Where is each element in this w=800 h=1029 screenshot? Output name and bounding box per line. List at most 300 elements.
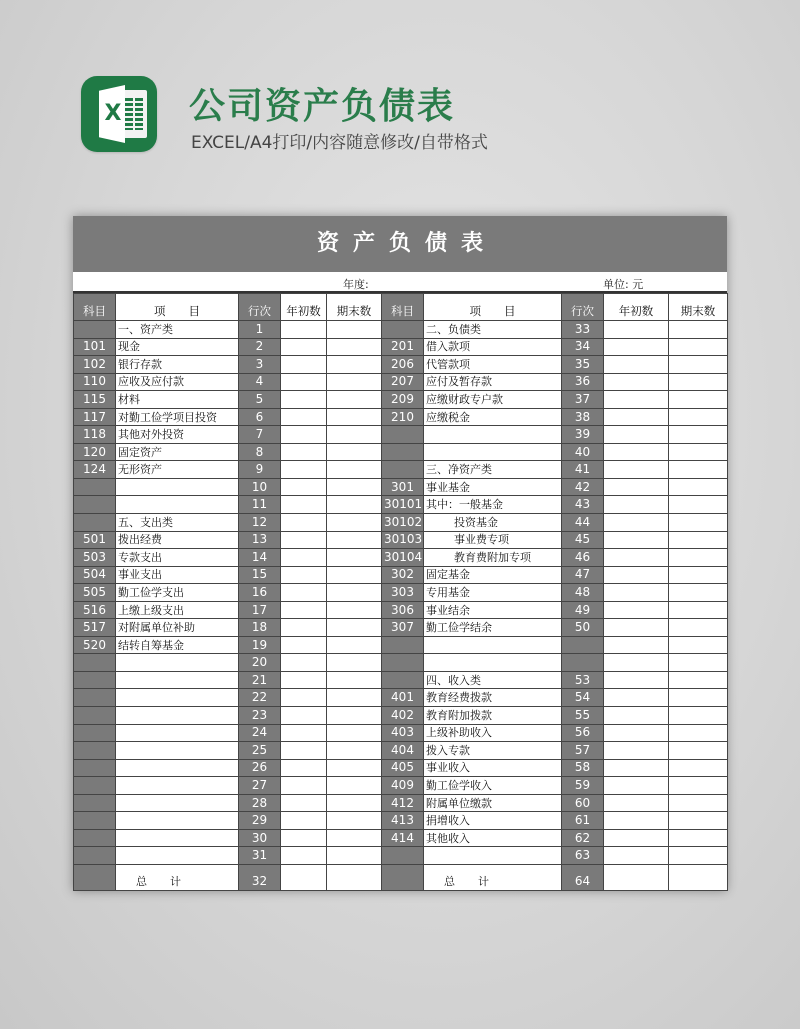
opening-balance-cell[interactable] (604, 531, 669, 549)
account-code (382, 636, 424, 654)
item-name[interactable]: 五、支出类 (116, 514, 239, 532)
closing-balance-cell[interactable] (669, 566, 728, 584)
item-name[interactable] (424, 847, 562, 865)
opening-balance-cell[interactable] (281, 443, 327, 461)
closing-balance-cell[interactable] (327, 426, 382, 444)
item-name[interactable] (116, 689, 239, 707)
item-name[interactable]: 固定基金 (424, 566, 562, 584)
opening-balance-cell[interactable] (604, 724, 669, 742)
opening-balance-cell[interactable] (604, 584, 669, 602)
opening-balance-cell[interactable] (281, 426, 327, 444)
opening-balance-cell[interactable] (604, 636, 669, 654)
row-number: 49 (562, 601, 604, 619)
row-number: 57 (562, 742, 604, 760)
row-number: 16 (239, 584, 281, 602)
opening-balance-cell[interactable] (281, 619, 327, 637)
opening-balance-cell[interactable] (604, 689, 669, 707)
account-code: 101 (74, 338, 116, 356)
closing-balance-cell[interactable] (669, 654, 728, 672)
item-name[interactable]: 事业收入 (424, 759, 562, 777)
opening-balance-cell[interactable] (281, 531, 327, 549)
item-name[interactable]: 二、负债类 (424, 321, 562, 339)
opening-balance-cell[interactable] (604, 812, 669, 830)
closing-balance-cell[interactable] (327, 373, 382, 391)
item-name[interactable]: 事业结余 (424, 601, 562, 619)
account-code (382, 847, 424, 865)
closing-balance-cell[interactable] (327, 829, 382, 847)
opening-balance-cell[interactable] (604, 549, 669, 567)
opening-balance-cell[interactable] (281, 759, 327, 777)
opening-total-cell[interactable] (604, 864, 669, 890)
closing-balance-cell[interactable] (669, 689, 728, 707)
item-name[interactable]: 其他对外投资 (116, 426, 239, 444)
item-name[interactable]: 教育费附加专项 (424, 549, 562, 567)
row-number: 25 (239, 742, 281, 760)
opening-balance-cell[interactable] (281, 408, 327, 426)
row-number: 6 (239, 408, 281, 426)
closing-balance-cell[interactable] (327, 671, 382, 689)
account-code: 30102 (382, 514, 424, 532)
closing-balance-cell[interactable] (327, 759, 382, 777)
account-code: 201 (382, 338, 424, 356)
opening-balance-cell[interactable] (281, 321, 327, 339)
closing-total-cell[interactable] (327, 864, 382, 890)
page-subtitle: EXCEL/A4打印/内容随意修改/自带格式 (191, 133, 488, 153)
opening-balance-cell[interactable] (604, 619, 669, 637)
account-code (74, 514, 116, 532)
item-name[interactable] (116, 654, 239, 672)
closing-balance-cell[interactable] (669, 443, 728, 461)
closing-balance-cell[interactable] (669, 549, 728, 567)
opening-balance-cell[interactable] (281, 671, 327, 689)
total-row (74, 864, 728, 890)
table-row (74, 496, 728, 514)
closing-balance-cell[interactable] (669, 759, 728, 777)
closing-balance-cell[interactable] (327, 707, 382, 725)
item-name[interactable]: 固定资产 (116, 443, 239, 461)
row-number: 21 (239, 671, 281, 689)
opening-balance-cell[interactable] (604, 408, 669, 426)
row-number: 61 (562, 812, 604, 830)
row-number (562, 654, 604, 672)
row-number: 64 (562, 864, 604, 890)
row-number: 40 (562, 443, 604, 461)
table-row (74, 584, 728, 602)
row-number: 37 (562, 391, 604, 409)
closing-balance-cell[interactable] (327, 601, 382, 619)
account-code (74, 671, 116, 689)
excel-x-letter: X (104, 101, 122, 126)
closing-balance-cell[interactable] (669, 356, 728, 374)
item-name[interactable]: 事业基金 (424, 478, 562, 496)
account-code: 504 (74, 566, 116, 584)
col-header-row-no: 行次 (239, 294, 281, 321)
item-name[interactable]: 一、资产类 (116, 321, 239, 339)
closing-balance-cell[interactable] (669, 584, 728, 602)
item-name[interactable] (116, 794, 239, 812)
opening-balance-cell[interactable] (281, 584, 327, 602)
account-code: 404 (382, 742, 424, 760)
row-number: 15 (239, 566, 281, 584)
opening-balance-cell[interactable] (604, 777, 669, 795)
closing-balance-cell[interactable] (669, 707, 728, 725)
table-row (74, 373, 728, 391)
row-number: 24 (239, 724, 281, 742)
row-number: 20 (239, 654, 281, 672)
account-code: 517 (74, 619, 116, 637)
col-header-code: 科目 (382, 294, 424, 321)
item-name[interactable] (116, 478, 239, 496)
col-header-closing: 期末数 (669, 294, 728, 321)
opening-balance-cell[interactable] (604, 321, 669, 339)
row-number: 34 (562, 338, 604, 356)
item-name[interactable] (116, 724, 239, 742)
closing-balance-cell[interactable] (669, 671, 728, 689)
item-name[interactable] (424, 654, 562, 672)
opening-balance-cell[interactable] (281, 356, 327, 374)
closing-balance-cell[interactable] (669, 601, 728, 619)
total-label: 总 计 (424, 864, 562, 890)
item-name[interactable]: 现金 (116, 338, 239, 356)
opening-balance-cell[interactable] (281, 707, 327, 725)
row-number: 1 (239, 321, 281, 339)
closing-balance-cell[interactable] (669, 514, 728, 532)
closing-balance-cell[interactable] (327, 391, 382, 409)
account-code: 501 (74, 531, 116, 549)
col-header-item: 项 目 (424, 294, 562, 321)
closing-balance-cell[interactable] (327, 777, 382, 795)
row-number: 22 (239, 689, 281, 707)
table-row (74, 426, 728, 444)
row-number: 35 (562, 356, 604, 374)
opening-balance-cell[interactable] (604, 566, 669, 584)
closing-balance-cell[interactable] (669, 461, 728, 479)
opening-balance-cell[interactable] (604, 356, 669, 374)
closing-balance-cell[interactable] (327, 724, 382, 742)
item-name[interactable]: 应缴税金 (424, 408, 562, 426)
item-name[interactable]: 专款支出 (116, 549, 239, 567)
col-header-code: 科目 (74, 294, 116, 321)
item-name[interactable] (424, 426, 562, 444)
row-number: 60 (562, 794, 604, 812)
item-name[interactable]: 材料 (116, 391, 239, 409)
item-name[interactable] (424, 636, 562, 654)
account-code (74, 847, 116, 865)
table-row (74, 356, 728, 374)
closing-balance-cell[interactable] (327, 338, 382, 356)
row-number: 42 (562, 478, 604, 496)
item-name[interactable]: 银行存款 (116, 356, 239, 374)
closing-total-cell[interactable] (669, 864, 728, 890)
row-number: 48 (562, 584, 604, 602)
closing-balance-cell[interactable] (669, 742, 728, 760)
opening-balance-cell[interactable] (281, 391, 327, 409)
item-name[interactable] (116, 742, 239, 760)
item-name[interactable]: 应缴财政专户款 (424, 391, 562, 409)
opening-balance-cell[interactable] (604, 426, 669, 444)
item-name[interactable] (116, 847, 239, 865)
row-number: 7 (239, 426, 281, 444)
opening-balance-cell[interactable] (281, 794, 327, 812)
item-name[interactable]: 代管款项 (424, 356, 562, 374)
account-code (382, 864, 424, 890)
opening-balance-cell[interactable] (604, 496, 669, 514)
closing-balance-cell[interactable] (327, 356, 382, 374)
closing-balance-cell[interactable] (327, 566, 382, 584)
item-name[interactable]: 对附属单位补助 (116, 619, 239, 637)
item-name[interactable]: 教育附加拨款 (424, 707, 562, 725)
account-code: 405 (382, 759, 424, 777)
opening-balance-cell[interactable] (604, 759, 669, 777)
closing-balance-cell[interactable] (327, 794, 382, 812)
account-code (74, 864, 116, 890)
closing-balance-cell[interactable] (327, 478, 382, 496)
row-number: 29 (239, 812, 281, 830)
item-name[interactable]: 四、收入类 (424, 671, 562, 689)
opening-balance-cell[interactable] (281, 373, 327, 391)
col-header-row-no: 行次 (562, 294, 604, 321)
closing-balance-cell[interactable] (327, 812, 382, 830)
item-name[interactable]: 勤工俭学支出 (116, 584, 239, 602)
row-number: 56 (562, 724, 604, 742)
item-name[interactable]: 专用基金 (424, 584, 562, 602)
row-number: 33 (562, 321, 604, 339)
table-row (74, 759, 728, 777)
item-name[interactable]: 勤工俭学结余 (424, 619, 562, 637)
item-name[interactable] (116, 829, 239, 847)
closing-balance-cell[interactable] (327, 847, 382, 865)
sheet-title: 资产负债表 (73, 216, 727, 272)
opening-balance-cell[interactable] (281, 601, 327, 619)
account-code: 412 (382, 794, 424, 812)
unit-label: 单位: 元 (603, 278, 644, 291)
item-name[interactable] (424, 443, 562, 461)
closing-balance-cell[interactable] (669, 426, 728, 444)
item-name[interactable]: 事业支出 (116, 566, 239, 584)
account-code: 516 (74, 601, 116, 619)
table-row (74, 742, 728, 760)
item-name[interactable] (116, 496, 239, 514)
opening-balance-cell[interactable] (604, 514, 669, 532)
account-code (382, 443, 424, 461)
opening-balance-cell[interactable] (281, 654, 327, 672)
opening-balance-cell[interactable] (604, 478, 669, 496)
account-code (382, 671, 424, 689)
opening-balance-cell[interactable] (604, 847, 669, 865)
item-name[interactable]: 事业费专项 (424, 531, 562, 549)
account-code: 124 (74, 461, 116, 479)
item-name[interactable]: 结转自筹基金 (116, 636, 239, 654)
item-name[interactable] (116, 812, 239, 830)
item-name[interactable]: 附属单位缴款 (424, 794, 562, 812)
item-name[interactable]: 捐增收入 (424, 812, 562, 830)
account-code: 401 (382, 689, 424, 707)
row-number: 32 (239, 864, 281, 890)
opening-balance-cell[interactable] (604, 443, 669, 461)
closing-balance-cell[interactable] (669, 847, 728, 865)
account-code: 117 (74, 408, 116, 426)
closing-balance-cell[interactable] (669, 391, 728, 409)
closing-balance-cell[interactable] (327, 321, 382, 339)
opening-balance-cell[interactable] (281, 461, 327, 479)
opening-balance-cell[interactable] (604, 601, 669, 619)
row-number: 28 (239, 794, 281, 812)
account-code: 402 (382, 707, 424, 725)
opening-balance-cell[interactable] (281, 847, 327, 865)
opening-total-cell[interactable] (281, 864, 327, 890)
account-code (74, 707, 116, 725)
row-number: 44 (562, 514, 604, 532)
account-code (74, 759, 116, 777)
closing-balance-cell[interactable] (327, 742, 382, 760)
table-row (74, 619, 728, 637)
col-header-closing: 期末数 (327, 294, 382, 321)
opening-balance-cell[interactable] (281, 742, 327, 760)
account-code: 30104 (382, 549, 424, 567)
item-name[interactable]: 上缴上级支出 (116, 601, 239, 619)
excel-icon (81, 76, 157, 152)
closing-balance-cell[interactable] (327, 584, 382, 602)
opening-balance-cell[interactable] (604, 707, 669, 725)
closing-balance-cell[interactable] (327, 689, 382, 707)
account-code (382, 426, 424, 444)
account-code (74, 742, 116, 760)
item-name[interactable]: 借入款项 (424, 338, 562, 356)
closing-balance-cell[interactable] (669, 338, 728, 356)
table-row (74, 391, 728, 409)
account-code: 303 (382, 584, 424, 602)
closing-balance-cell[interactable] (327, 443, 382, 461)
item-name[interactable]: 上级补助收入 (424, 724, 562, 742)
table-row (74, 531, 728, 549)
item-name[interactable]: 应付及暂存款 (424, 373, 562, 391)
item-name[interactable] (116, 707, 239, 725)
closing-balance-cell[interactable] (669, 636, 728, 654)
opening-balance-cell[interactable] (281, 338, 327, 356)
item-name[interactable]: 教育经费拨款 (424, 689, 562, 707)
opening-balance-cell[interactable] (604, 461, 669, 479)
opening-balance-cell[interactable] (604, 671, 669, 689)
opening-balance-cell[interactable] (281, 829, 327, 847)
opening-balance-cell[interactable] (281, 514, 327, 532)
item-name[interactable] (116, 759, 239, 777)
opening-balance-cell[interactable] (281, 566, 327, 584)
account-code: 413 (382, 812, 424, 830)
account-code: 505 (74, 584, 116, 602)
account-code: 307 (382, 619, 424, 637)
item-name[interactable]: 应收及应付款 (116, 373, 239, 391)
opening-balance-cell[interactable] (604, 391, 669, 409)
closing-balance-cell[interactable] (669, 531, 728, 549)
opening-balance-cell[interactable] (281, 496, 327, 514)
closing-balance-cell[interactable] (327, 636, 382, 654)
closing-balance-cell[interactable] (669, 777, 728, 795)
opening-balance-cell[interactable] (604, 654, 669, 672)
closing-balance-cell[interactable] (669, 794, 728, 812)
opening-balance-cell[interactable] (281, 549, 327, 567)
closing-balance-cell[interactable] (669, 496, 728, 514)
table-row (74, 777, 728, 795)
opening-balance-cell[interactable] (281, 777, 327, 795)
row-number: 14 (239, 549, 281, 567)
closing-balance-cell[interactable] (327, 619, 382, 637)
opening-balance-cell[interactable] (281, 724, 327, 742)
row-number: 53 (562, 671, 604, 689)
row-number: 55 (562, 707, 604, 725)
closing-balance-cell[interactable] (327, 408, 382, 426)
closing-balance-cell[interactable] (669, 724, 728, 742)
col-header-item: 项 目 (116, 294, 239, 321)
closing-balance-cell[interactable] (327, 549, 382, 567)
table-row (74, 338, 728, 356)
row-number: 54 (562, 689, 604, 707)
balance-table (73, 293, 728, 891)
item-name[interactable] (116, 777, 239, 795)
item-name[interactable]: 投资基金 (424, 514, 562, 532)
closing-balance-cell[interactable] (327, 531, 382, 549)
closing-balance-cell[interactable] (669, 478, 728, 496)
closing-balance-cell[interactable] (327, 461, 382, 479)
account-code: 520 (74, 636, 116, 654)
table-row (74, 829, 728, 847)
account-code: 306 (382, 601, 424, 619)
item-name[interactable]: 对勤工俭学项目投资 (116, 408, 239, 426)
item-name[interactable]: 无形资产 (116, 461, 239, 479)
account-code: 503 (74, 549, 116, 567)
item-name[interactable]: 其他收入 (424, 829, 562, 847)
row-number: 23 (239, 707, 281, 725)
item-name[interactable]: 勤工俭学收入 (424, 777, 562, 795)
opening-balance-cell[interactable] (604, 338, 669, 356)
opening-balance-cell[interactable] (281, 636, 327, 654)
closing-balance-cell[interactable] (327, 654, 382, 672)
opening-balance-cell[interactable] (281, 812, 327, 830)
closing-balance-cell[interactable] (327, 496, 382, 514)
row-number: 36 (562, 373, 604, 391)
opening-balance-cell[interactable] (604, 794, 669, 812)
closing-balance-cell[interactable] (669, 321, 728, 339)
row-number: 8 (239, 443, 281, 461)
opening-balance-cell[interactable] (604, 829, 669, 847)
closing-balance-cell[interactable] (327, 514, 382, 532)
page-title: 公司资产负债表 (189, 86, 456, 127)
opening-balance-cell[interactable] (604, 742, 669, 760)
account-code: 30101 (382, 496, 424, 514)
closing-balance-cell[interactable] (669, 619, 728, 637)
item-name[interactable]: 三、净资产类 (424, 461, 562, 479)
item-name[interactable]: 拨出经费 (116, 531, 239, 549)
account-code: 102 (74, 356, 116, 374)
row-number: 45 (562, 531, 604, 549)
year-label: 年度: (343, 278, 369, 291)
closing-balance-cell[interactable] (669, 373, 728, 391)
row-number: 4 (239, 373, 281, 391)
closing-balance-cell[interactable] (669, 812, 728, 830)
account-code: 115 (74, 391, 116, 409)
closing-balance-cell[interactable] (669, 408, 728, 426)
row-number: 38 (562, 408, 604, 426)
col-header-opening: 年初数 (281, 294, 327, 321)
item-name[interactable]: 其中：一般基金 (424, 496, 562, 514)
opening-balance-cell[interactable] (281, 478, 327, 496)
closing-balance-cell[interactable] (669, 829, 728, 847)
balance-sheet (73, 216, 727, 891)
item-name[interactable] (116, 671, 239, 689)
opening-balance-cell[interactable] (604, 373, 669, 391)
opening-balance-cell[interactable] (281, 689, 327, 707)
item-name[interactable]: 拨入专款 (424, 742, 562, 760)
table-row (74, 724, 728, 742)
